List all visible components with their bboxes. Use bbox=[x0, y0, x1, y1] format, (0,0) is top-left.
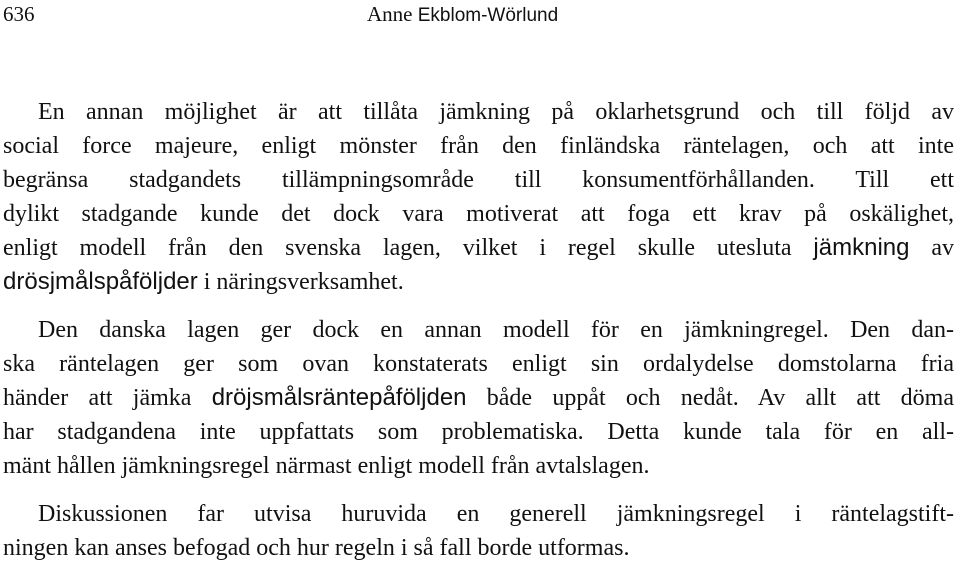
text-line: Den danska lagen ger dock en annan modell för en jämkningregel. Den dan- bbox=[38, 317, 954, 343]
sans-word: drösjmålspåföljder bbox=[3, 268, 198, 295]
text-line: händer att jämka dröjsmålsräntepåföljden både uppåt och nedåt. Av allt att döma bbox=[3, 384, 954, 411]
author-last-name: Ekblom-Wörlund bbox=[417, 5, 559, 26]
text-line: ningen kan anses befogad och hur regeln i så fall borde utformas. bbox=[3, 535, 630, 561]
sans-word: jämkning bbox=[813, 234, 910, 261]
text-line: social force majeure, enligt mönster från den finländska räntelagen, och att inte bbox=[3, 133, 954, 159]
text-line: begränsa stadgandets tillämpningsområde till konsumentförhållanden. Till ett bbox=[3, 167, 954, 193]
text-line: Diskussionen far utvisa huruvida en generell jämkningsregel i räntelagstift- bbox=[38, 501, 954, 527]
text-line: En annan möjlighet är att tillåta jämkning på oklarhetsgrund och till följd av bbox=[38, 99, 954, 125]
text-line: har stadgandena inte uppfattats som problematiska. Detta kunde tala för en all- bbox=[3, 419, 954, 445]
text-line: drösjmålspåföljder i näringsverksamhet. bbox=[3, 268, 404, 295]
text-line: enligt modell från den svenska lagen, vilket i regel skulle utesluta jämkning av bbox=[3, 234, 954, 261]
text-line: dylikt stadgande kunde det dock vara motiverat att foga ett krav på oskälighet, bbox=[3, 201, 954, 227]
running-head-author bbox=[367, 2, 558, 27]
page-number: 636 bbox=[3, 2, 35, 26]
author-first-name: Anne bbox=[367, 2, 413, 26]
text-line: mänt hållen jämkningsregel närmast enligt modell från avtalslagen. bbox=[3, 453, 650, 479]
text-line: ska räntelagen ger som ovan konstaterats enligt sin ordalydelse domstolarna fria bbox=[3, 351, 954, 377]
sans-word: dröjsmålsräntepåföljden bbox=[211, 384, 467, 411]
running-header bbox=[0, 0, 960, 30]
